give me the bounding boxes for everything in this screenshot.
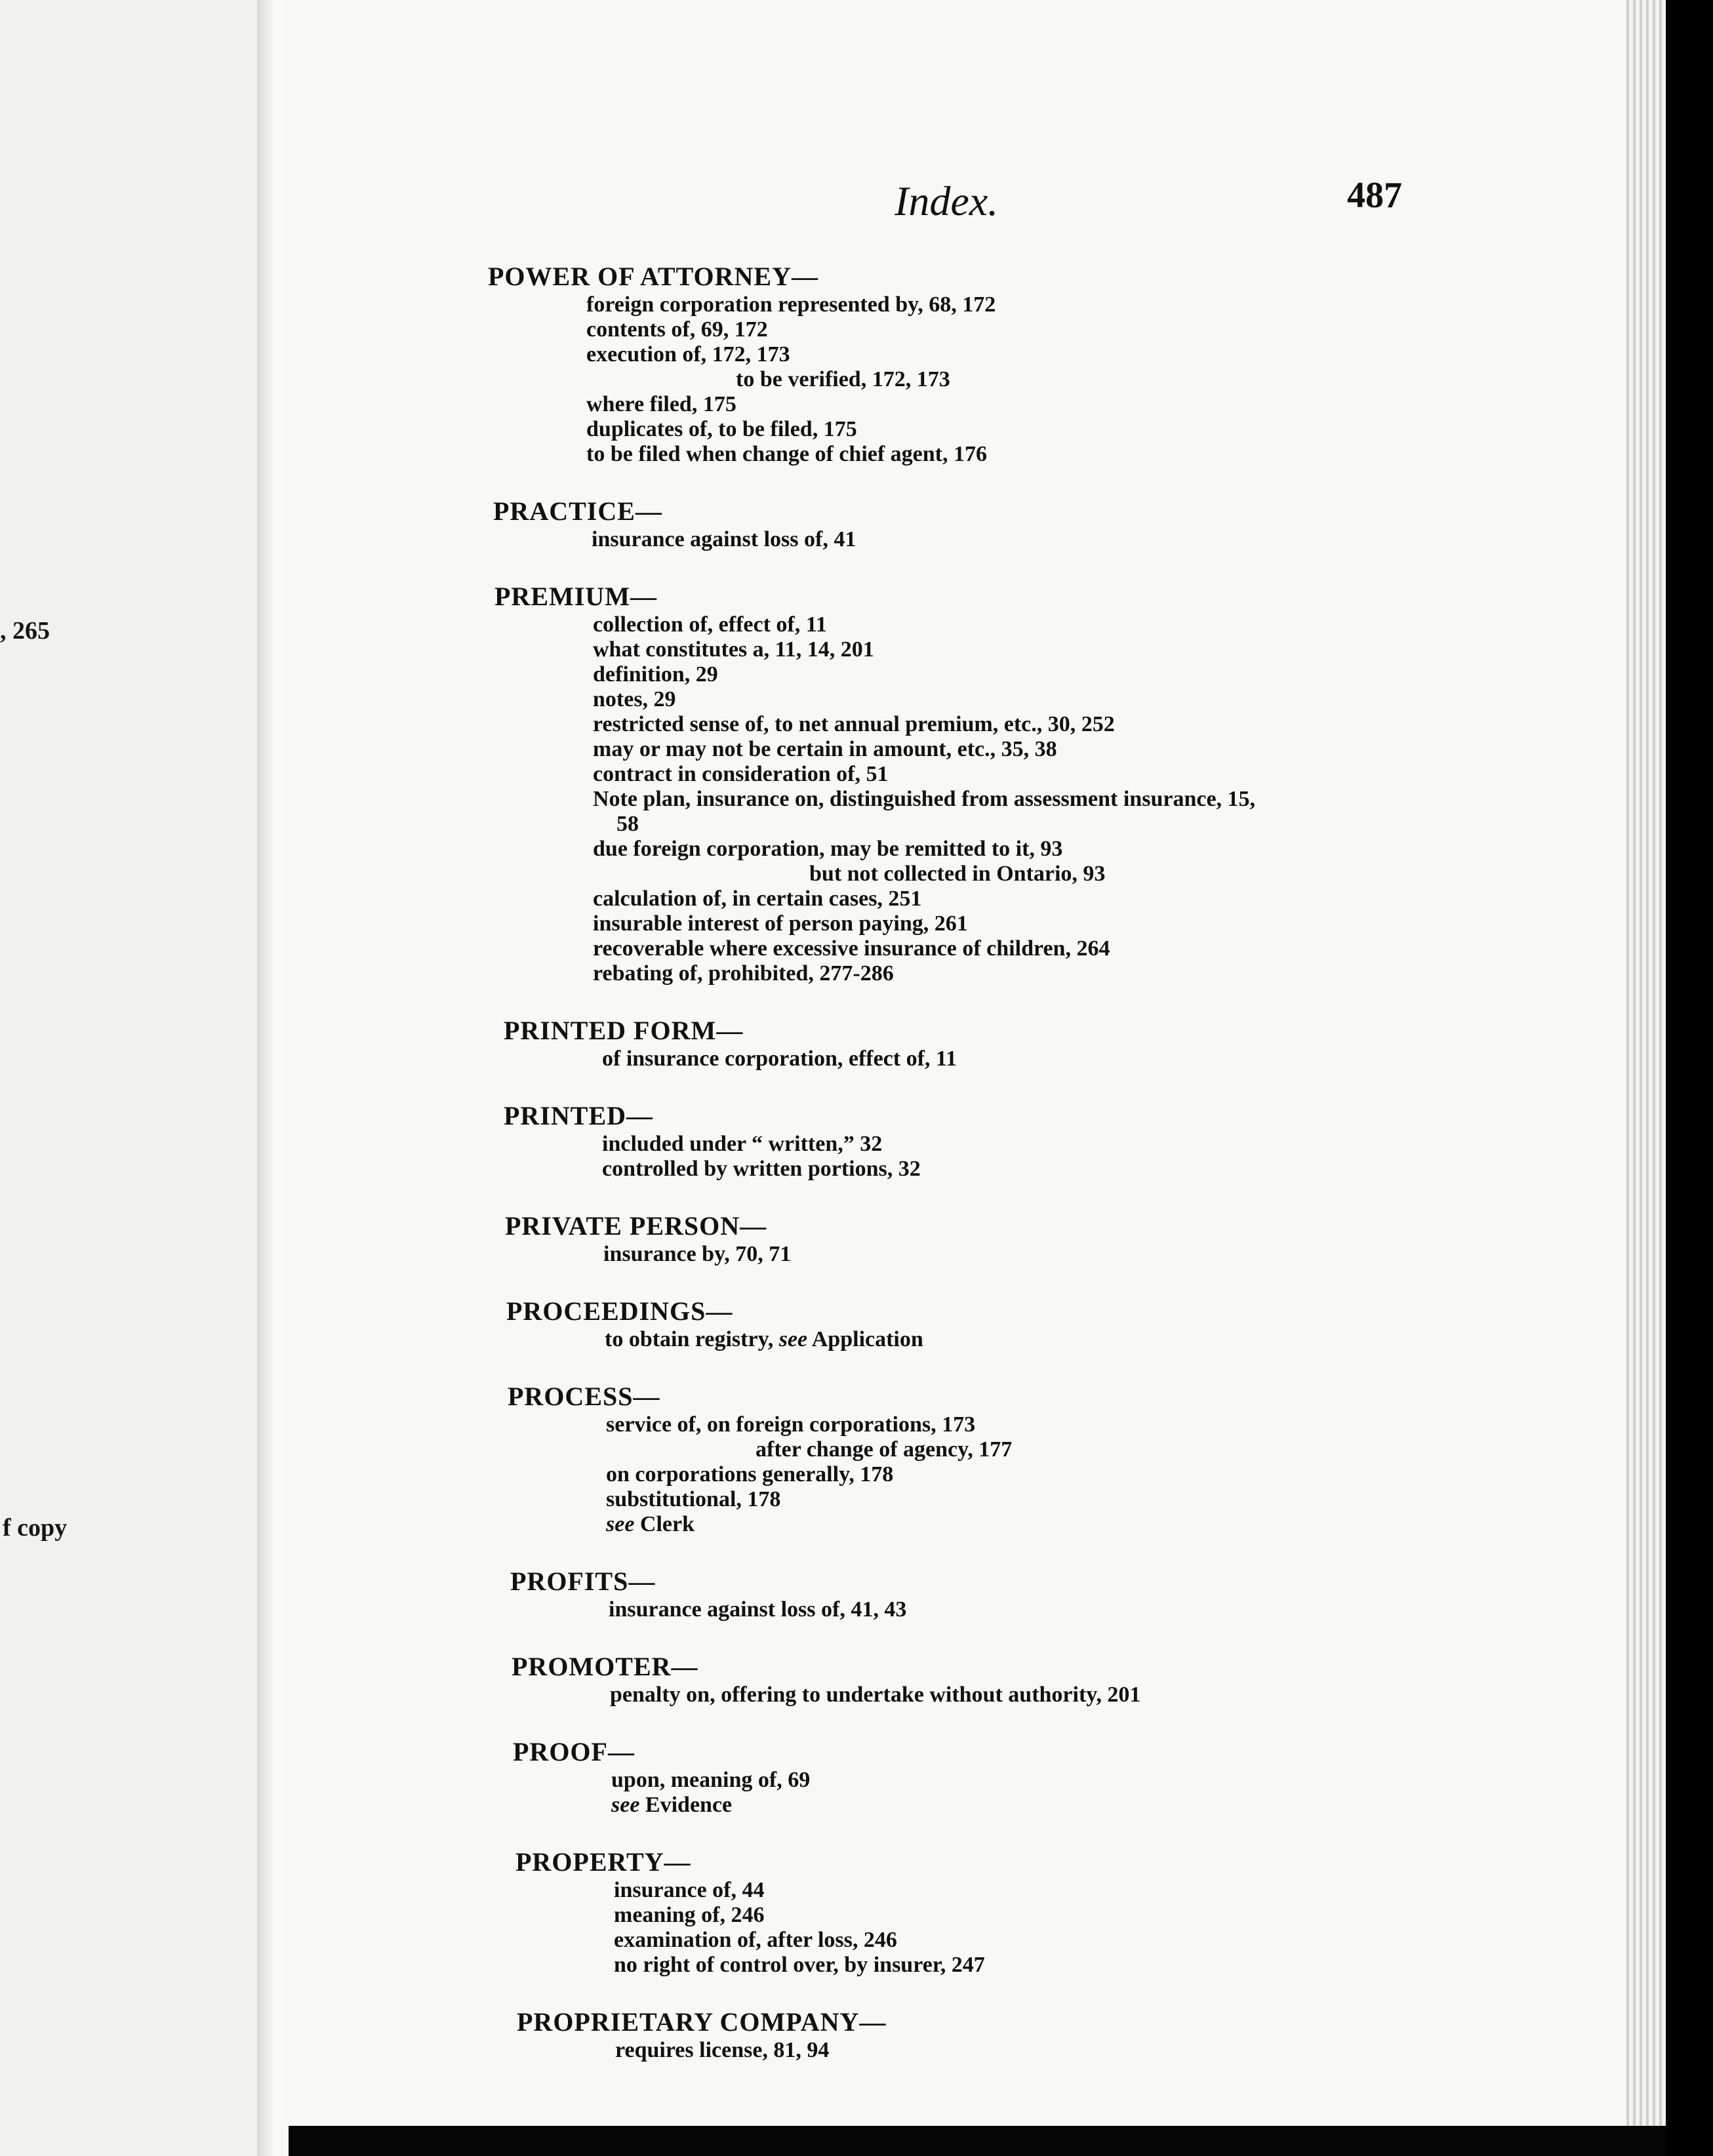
scan-border: [289, 2126, 1666, 2156]
entry-heading: PROPRIETARY COMPANY—: [517, 2007, 887, 2037]
sub-entry: to obtain registry, see Application: [605, 1327, 923, 1351]
sub-entry: recoverable where excessive insurance of children, 264: [593, 936, 1110, 961]
sub-entry: definition, 29: [593, 662, 718, 687]
sub-entry: what constitutes a, 11, 14, 201: [593, 637, 874, 662]
entry-heading: PRINTED FORM—: [504, 1016, 744, 1045]
index-entry: [506, 1296, 1445, 1352]
page-number: 487: [1347, 175, 1402, 216]
sub-entry: after change of agency, 177: [756, 1437, 1013, 1462]
sub-entry: examination of, after loss, 246: [614, 1928, 897, 1952]
sub-entry: collection of, effect of, 11: [593, 612, 827, 637]
sub-entry: calculation of, in certain cases, 251: [593, 887, 922, 911]
sub-entry: of insurance corporation, effect of, 11: [602, 1047, 957, 1071]
sub-entry: no right of control over, by insurer, 247: [614, 1953, 985, 1977]
book-gutter: [257, 0, 289, 2156]
index-entry: [493, 496, 1445, 552]
entry-heading: PROCEEDINGS—: [506, 1296, 733, 1326]
entry-heading: PREMIUM—: [494, 582, 657, 611]
entry-heading: PRIVATE PERSON—: [505, 1211, 767, 1241]
sub-entry: substitutional, 178: [606, 1487, 781, 1511]
index-list: [488, 261, 1445, 2092]
sub-entry: insurable interest of person paying, 261: [593, 911, 968, 936]
sub-entry: insurance by, 70, 71: [603, 1242, 792, 1266]
sub-entry: execution of, 172, 173: [586, 342, 790, 367]
index-entry: [513, 1736, 1445, 1818]
page-edge: [1626, 0, 1666, 2156]
index-entry: [510, 1566, 1445, 1622]
sub-entry: upon, meaning of, 69: [611, 1768, 811, 1792]
entry-heading: PROMOTER—: [512, 1652, 698, 1681]
see-reference: see: [778, 1327, 808, 1351]
entry-heading: PROCESS—: [508, 1382, 660, 1411]
entry-heading: PROOF—: [513, 1737, 635, 1767]
sub-entry: due foreign corporation, may be remitted to it, 93: [593, 837, 1063, 861]
sub-entry-continuation: 58: [616, 812, 639, 836]
sub-entry: Note plan, insurance on, distinguished from assessment insurance, 15,: [593, 787, 1256, 811]
running-head: Index.: [895, 178, 999, 224]
entry-heading: PROPERTY—: [515, 1847, 691, 1877]
sub-entry: controlled by written portions, 32: [602, 1157, 921, 1181]
left-page-fragment: , 265: [0, 617, 50, 645]
sub-entry: rebating of, prohibited, 277-286: [593, 961, 894, 986]
entry-heading: POWER OF ATTORNEY—: [488, 262, 818, 291]
sub-entry: requires license, 81, 94: [615, 2038, 830, 2062]
index-entry: [515, 1847, 1445, 1978]
index-entry: [504, 1015, 1445, 1071]
sub-entry: notes, 29: [593, 687, 676, 711]
sub-entry: to be verified, 172, 173: [736, 367, 950, 391]
sub-entry: meaning of, 246: [614, 1903, 765, 1927]
see-reference: see: [611, 1793, 640, 1817]
entry-heading: PRINTED—: [504, 1101, 654, 1130]
index-entry: [494, 581, 1445, 986]
sub-entry: insurance against loss of, 41: [592, 527, 856, 551]
index-entry: [488, 261, 1445, 467]
see-reference: see: [606, 1512, 635, 1536]
index-entry: [517, 2006, 1445, 2063]
sub-entry: where filed, 175: [586, 392, 736, 416]
sub-entry: foreign corporation represented by, 68, 172: [586, 292, 996, 317]
sub-entry: penalty on, offering to undertake without authority, 201: [610, 1683, 1141, 1707]
sub-entry: duplicates of, to be filed, 175: [586, 417, 857, 441]
sub-entry: on corporations generally, 178: [606, 1462, 894, 1487]
entry-heading: PROFITS—: [510, 1567, 656, 1596]
sub-entry: but not collected in Ontario, 93: [809, 862, 1106, 886]
sub-entry: see Evidence: [611, 1793, 733, 1817]
left-page: [0, 0, 257, 2156]
index-entry: [505, 1210, 1445, 1267]
sub-entry: see Clerk: [606, 1512, 695, 1536]
sub-entry: insurance against loss of, 41, 43: [609, 1597, 907, 1622]
sub-entry: included under “ written,” 32: [602, 1132, 883, 1156]
sub-entry: insurance of, 44: [614, 1878, 765, 1902]
index-entry: [504, 1100, 1445, 1182]
sub-entry: service of, on foreign corporations, 173: [606, 1412, 976, 1437]
sub-entry: contract in consideration of, 51: [593, 762, 889, 786]
sub-entry: to be filed when change of chief agent, 176: [586, 442, 988, 466]
left-page-fragment: f copy: [3, 1514, 68, 1542]
sub-entry: restricted sense of, to net annual premium, etc., 30, 252: [593, 712, 1115, 736]
index-entry: [508, 1381, 1445, 1537]
sub-entry: may or may not be certain in amount, etc., 35, 38: [593, 737, 1057, 761]
entry-heading: PRACTICE—: [493, 496, 662, 526]
sub-entry: contents of, 69, 172: [586, 317, 768, 342]
index-entry: [512, 1651, 1445, 1707]
